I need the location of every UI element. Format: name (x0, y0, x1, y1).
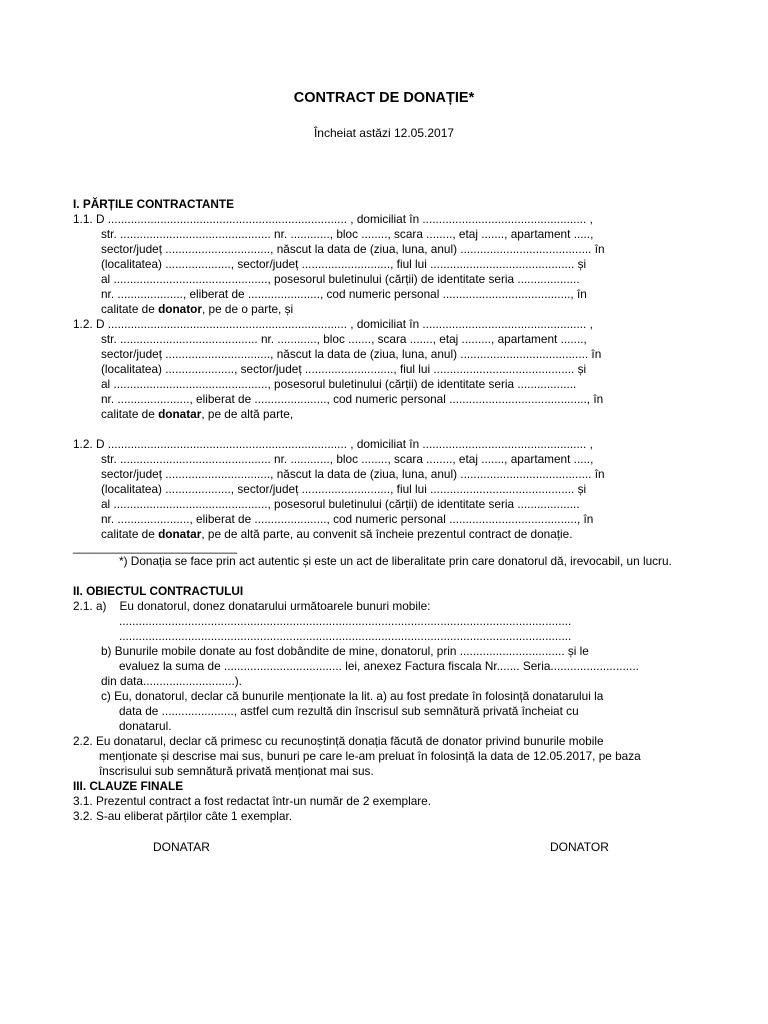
clause-2-1-c: c) Eu, donatorul, declar că bunurile menționate la lit. a) au fost predate în folosință donatarului la (101, 689, 604, 703)
party1-role-line (73, 302, 703, 317)
clause-2-1-c: data de ......................, astfel cum rezultă din înscrisul sub semnătură privată încheiat cu (119, 704, 579, 718)
signature-donator: DONATOR (550, 840, 609, 854)
role-donator: donator (158, 302, 202, 316)
section-heading-final: III. CLAUZE FINALE (73, 779, 184, 793)
spacer (73, 422, 703, 437)
footnote-content: *) Donația se face prin act autentic și este un act de liberalitate prin care donatorul dă, irevocabil, un lucru. (119, 554, 672, 568)
role-suffix: , pe de altă parte, (201, 407, 294, 421)
clause-3-1: 3.1. Prezentul contract a fost redactat într-un număr de 2 exemplare. (73, 794, 432, 808)
party1-line: al ..............................................., posesorul buletinului (cărții) de identitate seria ................... (101, 272, 580, 286)
party2-line: nr. ......................, eliberat de ......................, cod numeric personal .........................................., în (101, 392, 604, 406)
party2-line: al ..............................................., posesorul buletinului (cărții) de identitate seria .................. (101, 377, 577, 391)
party3-line: str. .............................................. nr. ............, bloc ........, scara ........, etaj ......., apartament ....., (101, 452, 594, 466)
party2-role-line (73, 407, 703, 422)
role-suffix: , pe de altă parte, au convenit să încheie prezentul contract de donație. (201, 527, 573, 541)
party2-line: 1.2. D ......................................................................... , domiciliat în .................................................. , (73, 317, 593, 331)
clause-2-1-a-dots: .......................................................................................................................................... (119, 629, 572, 643)
document-body (73, 197, 703, 824)
clause-2-1-b: b) Bunurile mobile donate au fost dobândite de mine, donatorul, prin ................................ și le (101, 644, 589, 658)
document-title: CONTRACT DE DONAȚIE* (293, 90, 475, 106)
party1-line: (localitatea) ...................., sector/județ ..........................., fiul lui ............................................ și (101, 257, 587, 271)
party1-line: 1.1. D ......................................................................... , domiciliat în .................................................. , (73, 212, 593, 226)
clause-2-2: menționate și descrise mai sus, bunuri pe care le-am preluat în folosință la data de 12.05.2017, pe baza (99, 749, 641, 763)
clause-2-2: 2.2. Eu donatarul, declar că primesc cu recunoștință donația făcută de donator privind bunurile mobile (73, 734, 604, 748)
role-donatar: donatar (158, 407, 202, 421)
party2-line: str. .......................................... nr. ............, bloc ......., scara ......., etaj ........., apartament ......., (101, 332, 587, 346)
signature-donatar: DONATAR (153, 840, 210, 854)
footnote-rule: _________________________ (73, 540, 238, 554)
role-prefix: calitate de (101, 407, 159, 421)
clause-2-1-c: donatarul. (119, 719, 172, 733)
clause-2-1-b: din data............................). (101, 674, 242, 688)
document-date: Încheiat astăzi 12.05.2017 (313, 126, 455, 140)
section-heading-object: II. OBIECTUL CONTRACTULUI (73, 584, 244, 598)
party2-line: (localitatea) ....................., sector/județ ..........................., fiul lui ........................................... și (101, 362, 587, 376)
party3-line: al ..............................................., posesorul buletinului (cărții) de identitate seria ................... (101, 497, 580, 511)
party1-line: nr. ...................., eliberat de ......................, cod numeric personal ......................................., în (101, 287, 587, 301)
party3-line: 1.2. D ......................................................................... , domiciliat în .................................................. , (73, 437, 593, 451)
clause-2-1-a: 2.1. a) Eu donatorul, donez donatarului următoarele bunuri mobile: (73, 599, 431, 613)
party2-line: sector/județ ................................, născut la data de (ziua, luna, anul) ....................................... în (101, 347, 602, 361)
clause-3-2: 3.2. S-au eliberat părților câte 1 exemplar. (73, 809, 293, 823)
role-donatar: donatar (158, 527, 202, 541)
clause-2-1-b: evaluez la suma de .................................... lei, anexez Factura fiscala Nr....... Seria........................... (119, 659, 639, 673)
party3-line: (localitatea) ...................., sector/județ ..........................., fiul lui ............................................ și (101, 482, 587, 496)
role-prefix: calitate de (101, 302, 159, 316)
clause-2-2: înscrisului sub semnătură privată menționat mai sus. (99, 764, 374, 778)
section-heading-parties: I. PĂRȚILE CONTRACTANTE (73, 197, 234, 211)
footnote-text (73, 554, 703, 569)
role-suffix: , pe de o parte, și (201, 302, 294, 316)
party3-line: nr. ......................, eliberat de ......................, cod numeric personal ......................................., în (101, 512, 594, 526)
role-prefix: calitate de (101, 527, 159, 541)
clause-2-1-a-dots: .......................................................................................................................................... (119, 614, 572, 628)
party1-line: str. .............................................. nr. ............, bloc ........, scara ........, etaj ......., apartament ....., (101, 227, 594, 241)
spacer (73, 569, 703, 584)
party3-line: sector/județ ................................, născut la data de (ziua, luna, anul) ........................................ în (101, 467, 605, 481)
party1-line: sector/județ ................................, născut la data de (ziua, luna, anul) ........................................ în (101, 242, 605, 256)
